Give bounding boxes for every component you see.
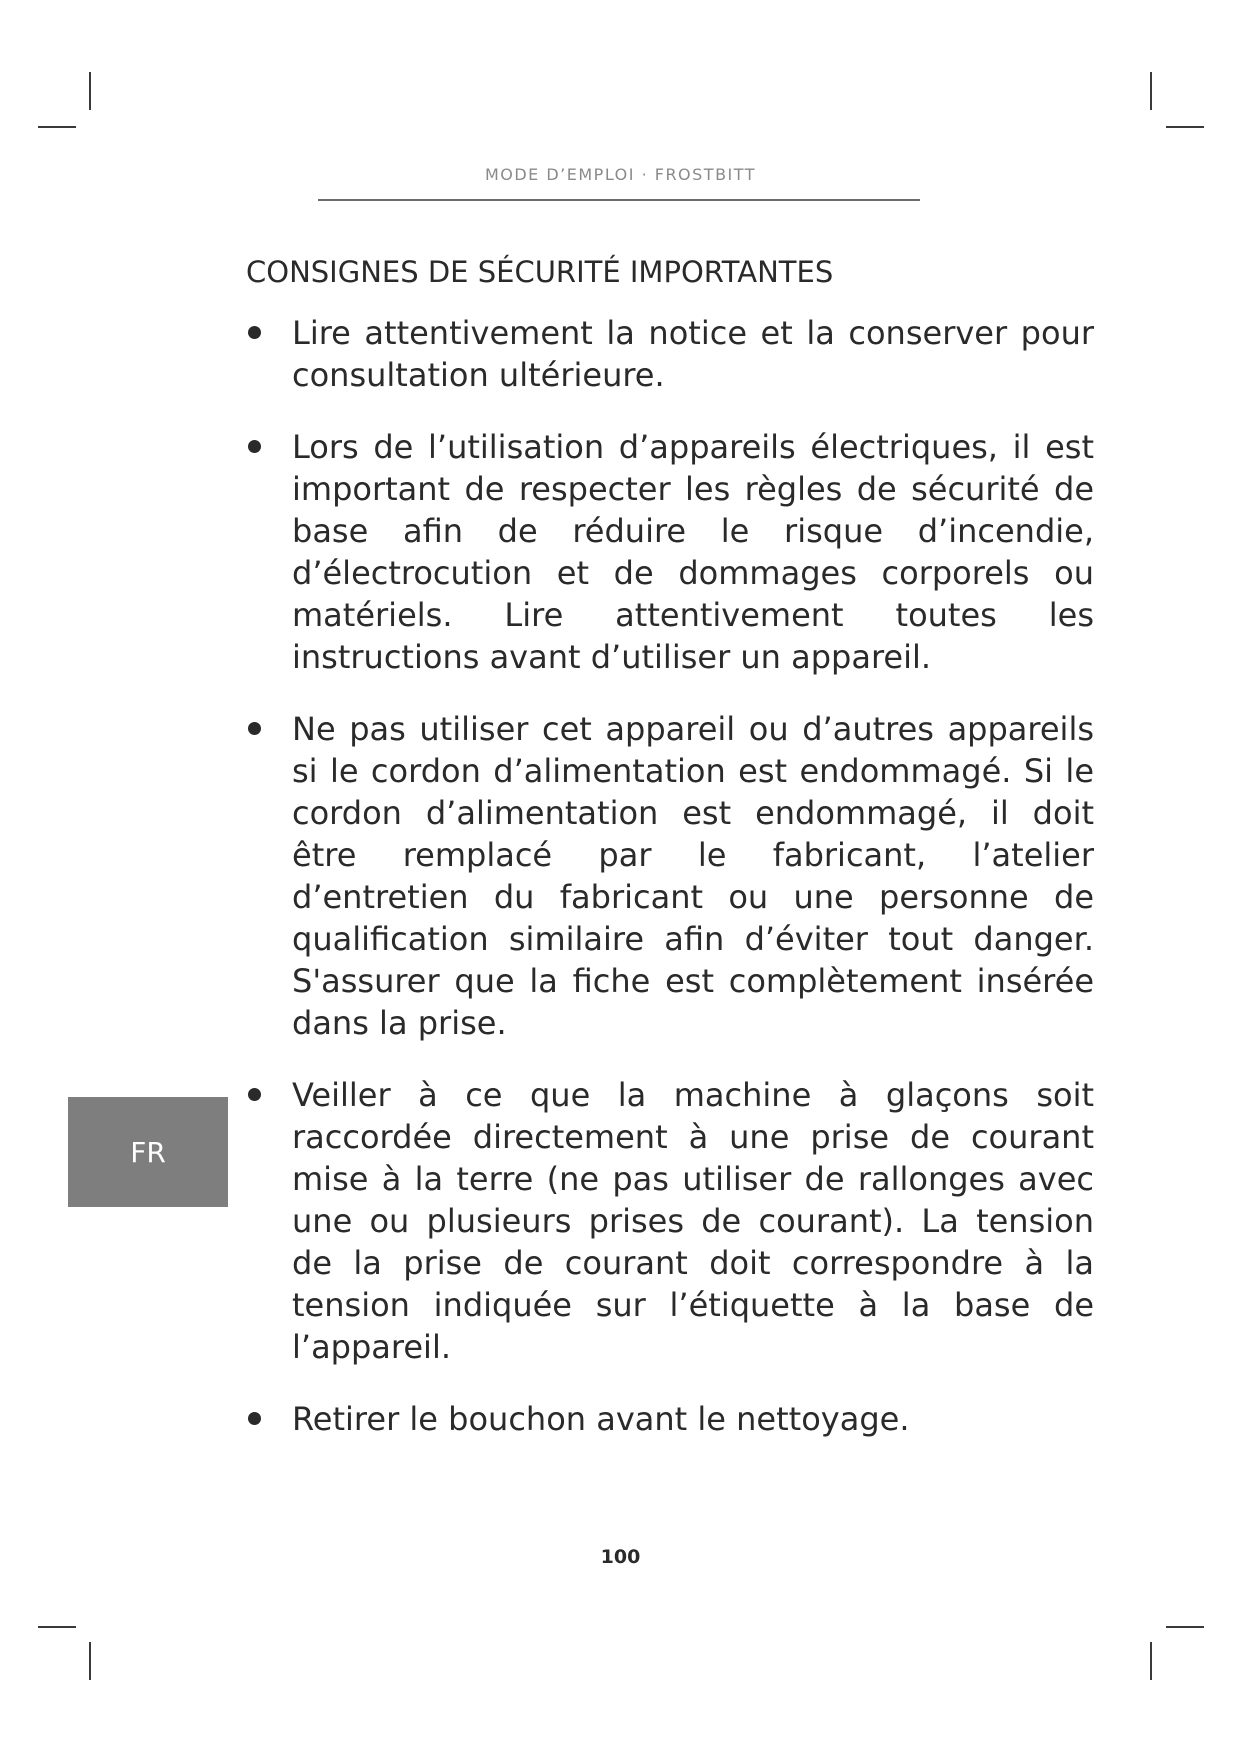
crop-mark-bottom-left-horizontal bbox=[38, 1626, 76, 1628]
page-number: 100 bbox=[600, 1546, 641, 1568]
language-tab-label: FR bbox=[130, 1135, 166, 1169]
section-title: CONSIGNES DE SÉCURITÉ IMPORTANTES bbox=[246, 255, 834, 289]
language-tab bbox=[68, 1097, 228, 1207]
instruction-text: Ne pas utiliser cet appareil ou d’autres appareils si le cordon d’alimentation est endommagé. Si le cordon d’alimentation est endommagé, il doit être remplacé par le fabricant, l’atelier d’entretien du fabricant ou une personne de qualification similaire afin d’éviter tout danger. S'assurer que la fiche est complètement insérée dans la prise. bbox=[292, 710, 1094, 1042]
bullet-icon bbox=[248, 326, 261, 339]
bullet-icon bbox=[248, 440, 261, 453]
bullet-icon bbox=[248, 1088, 261, 1101]
instruction-text: Retirer le bouchon avant le nettoyage. bbox=[292, 1400, 910, 1438]
crop-mark-top-right-horizontal bbox=[1166, 126, 1204, 128]
bullet-icon bbox=[248, 1412, 261, 1425]
crop-mark-bottom-right-horizontal bbox=[1166, 1626, 1204, 1628]
crop-mark-bottom-left-vertical bbox=[89, 1642, 91, 1680]
list-item bbox=[246, 312, 1094, 396]
instruction-text: Veiller à ce que la machine à glaçons soit raccordée directement à une prise de courant mise à la terre (ne pas utiliser de rallonges avec une ou plusieurs prises de courant). La tension de la prise de courant doit correspondre à la tension indiquée sur l’étiquette à la base de l’appareil. bbox=[292, 1076, 1094, 1366]
list-item bbox=[246, 426, 1094, 678]
crop-mark-bottom-right-vertical bbox=[1150, 1642, 1152, 1680]
header-divider bbox=[318, 199, 920, 201]
safety-instructions-list bbox=[246, 312, 1094, 1470]
crop-mark-top-left-horizontal bbox=[38, 126, 76, 128]
bullet-icon bbox=[248, 722, 261, 735]
instruction-text: Lors de l’utilisation d’appareils électriques, il est important de respecter les règles de sécurité de base afin de réduire le risque d’incendie, d’électrocution et de dommages corporels ou matériels. Lire attentivement toutes les instructions avant d’utiliser un appareil. bbox=[292, 428, 1094, 676]
crop-mark-top-right-vertical bbox=[1150, 72, 1152, 110]
list-item bbox=[246, 1074, 1094, 1368]
instruction-text: Lire attentivement la notice et la conserver pour consultation ultérieure. bbox=[292, 314, 1094, 394]
list-item bbox=[246, 708, 1094, 1044]
crop-mark-top-left-vertical bbox=[89, 72, 91, 110]
running-header: MODE D’EMPLOI · FROSTBITT bbox=[484, 165, 757, 184]
list-item bbox=[246, 1398, 1094, 1440]
